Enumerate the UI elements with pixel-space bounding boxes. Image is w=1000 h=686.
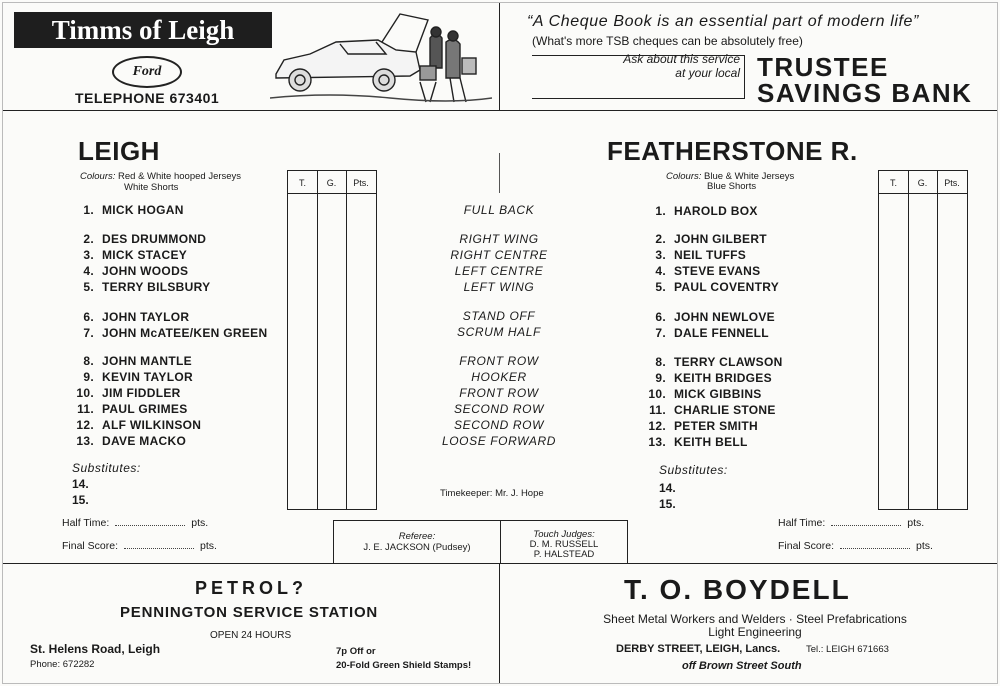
away-player-name: STEVE EVANS bbox=[674, 264, 761, 278]
home-player-name: KEVIN TAYLOR bbox=[102, 370, 193, 384]
timekeeper: Timekeeper: Mr. J. Hope bbox=[440, 488, 544, 499]
boydell-directions: off Brown Street South bbox=[682, 660, 802, 672]
away-player-name: DALE FENNELL bbox=[674, 326, 769, 340]
away-header-goals: G. bbox=[917, 178, 928, 188]
home-player-number: 10. bbox=[76, 386, 94, 400]
away-player-number: 3. bbox=[655, 248, 666, 262]
away-half-time-label: Half Time: bbox=[778, 517, 826, 529]
home-player-row bbox=[72, 203, 184, 217]
home-final-score-blank bbox=[124, 548, 194, 549]
away-player-name: JOHN GILBERT bbox=[674, 232, 767, 246]
home-player-name: JOHN WOODS bbox=[102, 264, 189, 278]
away-final-score bbox=[778, 540, 933, 552]
away-colours-line2: Blue Shorts bbox=[707, 181, 757, 192]
page-left-edge bbox=[2, 2, 3, 684]
station-hours: OPEN 24 HOURS bbox=[210, 630, 292, 641]
away-header-points: Pts. bbox=[944, 178, 960, 188]
home-player-name: JOHN MANTLE bbox=[102, 354, 192, 368]
home-player-number: 12. bbox=[76, 418, 94, 432]
away-score-table bbox=[878, 170, 968, 510]
position-label: LEFT WING bbox=[463, 280, 535, 294]
home-player-number: 9. bbox=[83, 370, 94, 384]
away-substitutes-label: Substitutes: bbox=[659, 463, 728, 477]
position-label: RIGHT CENTRE bbox=[450, 248, 548, 262]
home-player-number: 13. bbox=[76, 434, 94, 448]
boydell-address: DERBY STREET, LEIGH, Lancs. bbox=[616, 643, 781, 655]
away-player-name: NEIL TUFFS bbox=[674, 248, 747, 262]
touch-judge-2: P. HALSTEAD bbox=[533, 549, 595, 560]
tsb-name-line1: TRUSTEE bbox=[757, 52, 889, 82]
away-player-name: KEITH BRIDGES bbox=[674, 371, 772, 385]
away-player-row bbox=[644, 387, 762, 401]
home-player-row bbox=[72, 370, 193, 384]
away-player-row bbox=[644, 435, 748, 449]
away-header-tries: T. bbox=[889, 178, 897, 188]
home-player-name: JOHN TAYLOR bbox=[102, 310, 190, 324]
position-label: FRONT ROW bbox=[459, 386, 539, 400]
position-label: LOOSE FORWARD bbox=[441, 434, 557, 448]
home-final-score-pts: pts. bbox=[200, 540, 217, 552]
touch-judges-label: Touch Judges: bbox=[533, 529, 595, 540]
home-half-time bbox=[62, 517, 208, 529]
away-final-score-pts: pts. bbox=[916, 540, 933, 552]
timms-banner: Timms of Leigh bbox=[14, 12, 272, 48]
home-player-row bbox=[72, 232, 206, 246]
home-sub-15: 15. bbox=[72, 493, 89, 507]
away-player-number: 7. bbox=[655, 326, 666, 340]
home-sub-14: 14. bbox=[72, 477, 89, 491]
home-player-name: MICK STACEY bbox=[102, 248, 188, 262]
away-player-row bbox=[644, 371, 772, 385]
home-player-number: 1. bbox=[83, 203, 94, 217]
home-substitutes-label: Substitutes: bbox=[72, 461, 141, 475]
home-player-row bbox=[72, 280, 210, 294]
bottom-center-divider bbox=[499, 563, 500, 684]
away-half-time-blank bbox=[831, 525, 901, 526]
away-player-number: 11. bbox=[649, 403, 666, 417]
tsb-ask-line1: Ask about this service bbox=[623, 52, 740, 66]
page-right-edge bbox=[997, 2, 998, 684]
home-colours-line2: White Shorts bbox=[124, 182, 179, 193]
home-half-time-blank bbox=[115, 525, 185, 526]
home-player-name: JIM FIDDLER bbox=[102, 386, 181, 400]
tsb-ask-line2: at your local bbox=[675, 66, 740, 80]
away-colours-label: Colours: bbox=[666, 171, 702, 182]
tsb-name-line2: SAVINGS BANK bbox=[757, 78, 973, 108]
away-player-number: 4. bbox=[655, 264, 666, 278]
home-player-row bbox=[72, 310, 189, 324]
page-bottom-edge bbox=[2, 683, 998, 684]
away-player-number: 8. bbox=[655, 355, 666, 369]
away-player-name: PAUL COVENTRY bbox=[674, 280, 780, 294]
home-half-time-label: Half Time: bbox=[62, 517, 110, 529]
home-player-name: JOHN McATEE/KEN GREEN bbox=[102, 326, 268, 340]
away-player-row bbox=[644, 419, 758, 433]
home-player-name: DAVE MACKO bbox=[102, 434, 187, 448]
referee-label: Referee: bbox=[398, 531, 436, 542]
home-player-row bbox=[72, 264, 188, 278]
away-final-score-blank bbox=[840, 548, 910, 549]
position-label: RIGHT WING bbox=[459, 232, 539, 246]
away-player-row bbox=[644, 310, 775, 324]
away-player-row bbox=[644, 232, 767, 246]
station-offer-line2: 20-Fold Green Shield Stamps! bbox=[336, 660, 472, 671]
home-player-row bbox=[72, 326, 267, 340]
away-player-row bbox=[644, 280, 779, 294]
away-player-number: 2. bbox=[655, 232, 666, 246]
home-score-table bbox=[287, 170, 377, 510]
away-player-row bbox=[644, 326, 769, 340]
station-offer-line1: 7p Off or bbox=[336, 646, 376, 657]
away-player-name: TERRY CLAWSON bbox=[674, 355, 783, 369]
home-header-tries: T. bbox=[298, 178, 306, 188]
home-player-number: 3. bbox=[83, 248, 94, 262]
station-phone: Phone: 672282 bbox=[30, 659, 95, 670]
away-player-number: 12. bbox=[648, 419, 666, 433]
home-final-score bbox=[62, 540, 217, 552]
home-player-row bbox=[72, 402, 188, 416]
home-player-row bbox=[72, 418, 201, 432]
home-colours-line1 bbox=[80, 171, 241, 182]
away-player-number: 6. bbox=[655, 310, 666, 324]
home-player-number: 6. bbox=[83, 310, 94, 324]
away-player-number: 13. bbox=[648, 435, 666, 449]
page-top-edge bbox=[2, 2, 998, 3]
home-half-time-pts: pts. bbox=[191, 517, 209, 529]
station-name: PENNINGTON SERVICE STATION bbox=[120, 604, 379, 621]
away-player-row bbox=[644, 248, 746, 262]
car-illustration bbox=[270, 8, 492, 106]
away-colours-value1: Blue & White Jerseys bbox=[704, 171, 795, 182]
home-colours-value1: Red & White hooped Jerseys bbox=[118, 171, 242, 182]
away-player-row bbox=[644, 355, 783, 369]
referee-name: J. E. JACKSON (Pudsey) bbox=[363, 542, 471, 553]
home-player-row bbox=[72, 354, 192, 368]
station-address: St. Helens Road, Leigh bbox=[30, 642, 161, 656]
away-sub-14: 14. bbox=[659, 481, 676, 495]
away-player-number: 5. bbox=[655, 280, 666, 294]
away-half-time bbox=[778, 517, 924, 529]
position-label: LEFT CENTRE bbox=[454, 264, 544, 278]
home-player-number: 8. bbox=[83, 354, 94, 368]
center-fold-mark bbox=[499, 153, 500, 193]
home-player-row bbox=[72, 248, 187, 262]
position-label: STAND OFF bbox=[462, 309, 536, 323]
away-player-name: JOHN NEWLOVE bbox=[674, 310, 775, 324]
timms-telephone: TELEPHONE 673401 bbox=[75, 90, 220, 106]
top-divider bbox=[2, 110, 998, 111]
away-player-row bbox=[644, 264, 760, 278]
away-player-name: HAROLD BOX bbox=[674, 204, 758, 218]
position-label: HOOKER bbox=[471, 370, 527, 384]
tsb-quote: “A Cheque Book is an essential part of modern life” bbox=[527, 13, 919, 30]
home-player-name: ALF WILKINSON bbox=[102, 418, 202, 432]
home-header-goals: G. bbox=[326, 178, 337, 188]
away-player-name: KEITH BELL bbox=[674, 435, 748, 449]
top-center-divider bbox=[499, 2, 500, 110]
home-player-number: 5. bbox=[83, 280, 94, 294]
boydell-name: T. O. BOYDELL bbox=[624, 574, 851, 605]
ford-logo: Ford bbox=[112, 56, 182, 88]
home-player-name: TERRY BILSBURY bbox=[102, 280, 211, 294]
home-player-row bbox=[72, 386, 181, 400]
away-player-name: CHARLIE STONE bbox=[674, 403, 776, 417]
home-player-number: 11. bbox=[77, 402, 94, 416]
position-label: SECOND ROW bbox=[454, 402, 544, 416]
position-label: FULL BACK bbox=[463, 203, 535, 217]
petrol-headline: PETROL? bbox=[195, 578, 307, 598]
away-player-row bbox=[644, 204, 758, 218]
home-player-name: DES DRUMMOND bbox=[102, 232, 207, 246]
home-colours-label: Colours: bbox=[80, 171, 116, 182]
position-label: SECOND ROW bbox=[454, 418, 544, 432]
position-label: FRONT ROW bbox=[459, 354, 539, 368]
touch-judge-1: D. M. RUSSELL bbox=[529, 539, 599, 550]
home-header-points: Pts. bbox=[353, 178, 369, 188]
away-player-number: 10. bbox=[648, 387, 666, 401]
away-player-name: MICK GIBBINS bbox=[674, 387, 762, 401]
away-final-score-label: Final Score: bbox=[778, 540, 835, 552]
away-sub-15: 15. bbox=[659, 497, 676, 511]
touch-judges-box bbox=[500, 520, 628, 564]
referee-box bbox=[333, 520, 501, 564]
home-player-row bbox=[72, 434, 186, 448]
away-team-name: FEATHERSTONE R. bbox=[607, 136, 858, 166]
home-final-score-label: Final Score: bbox=[62, 540, 119, 552]
boydell-services-line2: Light Engineering bbox=[708, 625, 802, 639]
away-player-row bbox=[644, 403, 776, 417]
away-player-number: 9. bbox=[655, 371, 666, 385]
tsb-subline: (What's more TSB cheques can be absolutely free) bbox=[532, 34, 803, 48]
away-player-name: PETER SMITH bbox=[674, 419, 758, 433]
boydell-services-line1: Sheet Metal Workers and Welders · Steel Prefabrications bbox=[603, 612, 907, 626]
home-player-name: PAUL GRIMES bbox=[102, 402, 188, 416]
away-half-time-pts: pts. bbox=[907, 517, 925, 529]
away-player-number: 1. bbox=[655, 204, 666, 218]
home-player-number: 4. bbox=[83, 264, 94, 278]
home-team-name: LEIGH bbox=[78, 136, 160, 166]
home-player-number: 2. bbox=[83, 232, 94, 246]
home-player-number: 7. bbox=[83, 326, 94, 340]
home-player-name: MICK HOGAN bbox=[102, 203, 184, 217]
boydell-telephone: Tel.: LEIGH 671663 bbox=[806, 644, 889, 655]
position-label: SCRUM HALF bbox=[456, 325, 541, 339]
